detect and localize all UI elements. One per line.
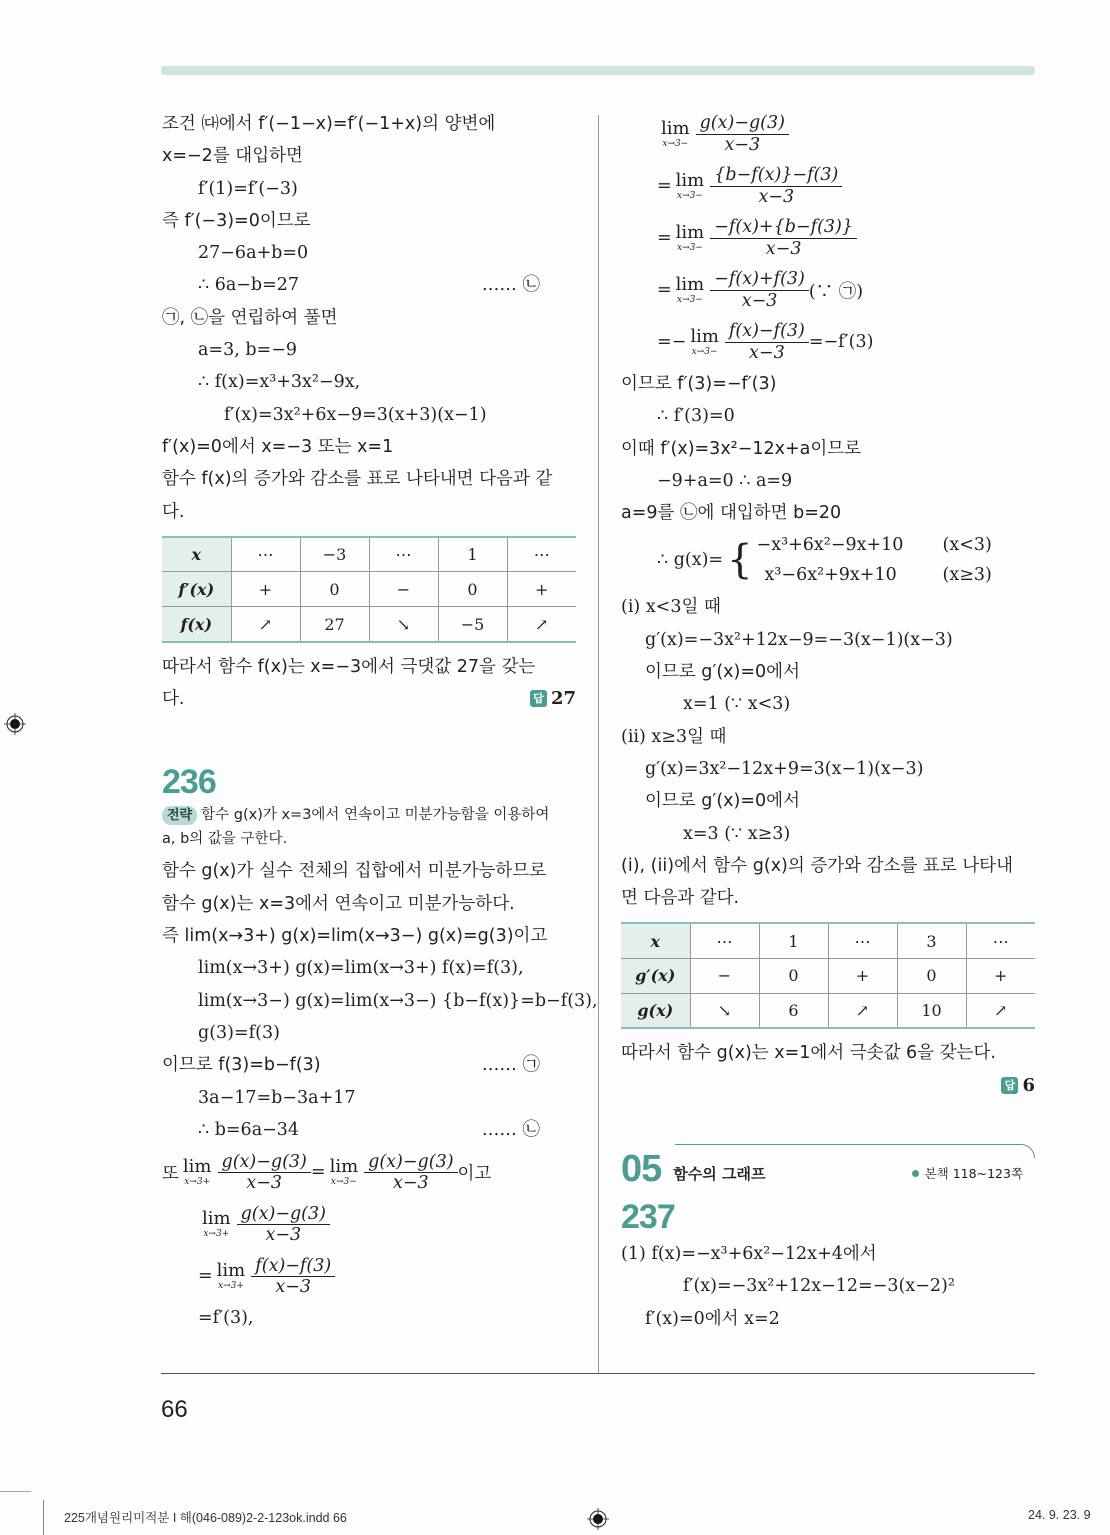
text: 이고 <box>457 1163 492 1184</box>
table-cell: −3 <box>300 537 369 572</box>
equation-line: 27−6a+b=0 <box>198 243 309 264</box>
equation-line: lim(x→3−) g(x)=lim(x→3−) {b−f(x)}=b−f(3), <box>198 990 598 1011</box>
table-cell: + <box>966 958 1035 993</box>
answer-badge: 답 <box>530 690 547 707</box>
section-header <box>621 1142 1035 1191</box>
table-cell: g(x) <box>621 993 690 1028</box>
text-line: ㉠, ㉡을 연립하여 풀면 <box>162 307 338 328</box>
lim-word: lim <box>675 221 705 243</box>
page-number: 66 <box>161 1396 188 1423</box>
brace: { <box>727 537 753 584</box>
table-cell: ↗ <box>507 607 576 642</box>
lim-word: lim <box>329 1155 359 1177</box>
equation-line: f′(x)=3x²+6x−9=3(x+3)(x−1) <box>224 404 487 425</box>
lim-word: lim <box>182 1155 212 1177</box>
equation-line: a=3, b=−9 <box>198 340 298 361</box>
section-reference <box>912 1164 1023 1182</box>
text: 다. <box>162 689 185 710</box>
prefix: = <box>657 176 672 196</box>
fraction <box>237 1204 330 1245</box>
limit <box>675 273 705 305</box>
text-line: x=−2를 대입하면 <box>162 146 303 167</box>
footer-date: 24. 9. 23. 9 <box>1028 1508 1091 1522</box>
prefix: =− <box>657 332 687 352</box>
piecewise-prefix: ∴ g(x)= <box>657 550 724 571</box>
text-line: (i) x<3일 때 <box>621 597 721 618</box>
increase-decrease-table-g <box>621 922 1035 1029</box>
table-row <box>621 958 1035 993</box>
lim-word: lim <box>675 273 705 295</box>
numerator: −f(x)+{b−f(3)} <box>710 217 857 238</box>
table-cell: f(x) <box>162 607 231 642</box>
text-line: (ii) x≥3일 때 <box>621 726 727 747</box>
text-line: (i), (ii)에서 함수 g(x)의 증가와 감소를 표로 나타내 <box>621 855 1013 876</box>
text-line: 함수 g(x)가 실수 전체의 집합에서 미분가능하므로 <box>162 861 547 882</box>
denominator: x−3 <box>758 186 795 207</box>
denominator: x−3 <box>741 290 778 311</box>
numerator: −f(x)+f(3) <box>710 269 809 290</box>
bullet-icon <box>912 1170 919 1177</box>
right-column <box>621 108 1035 1335</box>
piecewise-function <box>621 529 1035 591</box>
text-line: 이므로 g′(x)=0에서 <box>645 662 800 683</box>
column-divider <box>598 115 599 1373</box>
text-line: f′(x)=0에서 x=−3 또는 x=1 <box>162 436 394 457</box>
increase-decrease-table-f <box>162 536 576 643</box>
equation-tag: …… ㉡ <box>481 275 540 296</box>
answer <box>1001 1070 1035 1102</box>
denominator: x−3 <box>246 1172 283 1193</box>
numerator: g(x)−g(3) <box>218 1152 311 1173</box>
lim-sub: x→3− <box>677 242 703 253</box>
numerator: g(x)−g(3) <box>696 113 789 134</box>
table-cell: ⋯ <box>690 923 759 958</box>
registration-mark-icon <box>4 713 26 735</box>
answer-badge: 답 <box>1001 1077 1018 1094</box>
strategy-badge: 전략 <box>162 806 197 825</box>
equation-line: (1) f(x)=−x³+6x²−12x+4에서 <box>621 1244 877 1265</box>
equation-line: lim(x→3+) g(x)=lim(x→3+) f(x)=f(3), <box>198 958 524 979</box>
equation-line: g′(x)=3x²−12x+9=3(x−1)(x−3) <box>645 758 924 779</box>
limit <box>690 325 719 357</box>
table-cell: ↗ <box>231 607 300 642</box>
numerator: f(x)−f(3) <box>725 321 809 342</box>
table-cell: + <box>231 572 300 607</box>
lim-sub: x→3− <box>662 138 689 149</box>
lim-sub: x→3+ <box>218 1280 244 1291</box>
section-header-line <box>675 1144 1035 1158</box>
equation-line: f′(x)=−3x²+12x−12=−3(x−2)² <box>683 1276 955 1297</box>
reference-text: 본책 118~123쪽 <box>924 1166 1023 1182</box>
problem-number: 237 <box>621 1198 675 1237</box>
prefix: = <box>657 228 672 248</box>
equation-line: −9+a=0 ∴ a=9 <box>657 470 793 491</box>
lim-word: lim <box>202 1207 231 1229</box>
limit-equation <box>162 1146 576 1198</box>
suffix: =−f′(3) <box>808 332 874 352</box>
fraction <box>725 321 809 362</box>
table-cell: + <box>828 958 897 993</box>
equation-line: =f′(3), <box>198 1308 254 1329</box>
equation-line: x=1 (∵ x<3) <box>683 694 791 715</box>
text-line: 따라서 함수 g(x)는 x=1에서 극솟값 6을 갖는다. <box>621 1043 996 1064</box>
equation-line <box>162 269 576 301</box>
table-cell: 0 <box>438 572 507 607</box>
equation-line: 3a−17=b−3a+17 <box>198 1087 356 1108</box>
fraction <box>251 1256 335 1297</box>
table-row <box>162 572 576 607</box>
lim-word: lim <box>690 325 719 347</box>
lim-sub: x→3+ <box>203 1228 230 1239</box>
numerator: g(x)−g(3) <box>237 1204 330 1225</box>
fraction <box>218 1152 311 1193</box>
table-cell: 3 <box>897 923 966 958</box>
footer-file-info: 225개념원리미적분 I 해(046-089)2-2-123ok.indd 66 <box>64 1511 347 1525</box>
table-cell: − <box>690 958 759 993</box>
limit <box>216 1259 246 1291</box>
lim-sub: x→3− <box>677 190 703 201</box>
text-line: 함수 f(x)의 증가와 감소를 표로 나타내면 다음과 같 <box>162 469 553 490</box>
text-line <box>162 683 576 715</box>
bottom-rule <box>161 1373 1035 1374</box>
text-line: 즉 f′(−3)=0이므로 <box>162 210 311 231</box>
table-cell: ↘ <box>369 607 438 642</box>
text-line: 이므로 f′(3)=−f′(3) <box>621 374 777 394</box>
equation-tag: …… ㉡ <box>481 1119 540 1140</box>
denominator: x−3 <box>265 1224 302 1245</box>
lim-word: lim <box>675 169 705 191</box>
case-expr: x³−6x²+9x+10 <box>764 565 897 586</box>
table-cell: ↘ <box>690 993 759 1028</box>
table-cell: 0 <box>759 958 828 993</box>
table-cell: 1 <box>438 537 507 572</box>
equation-line: g(3)=f(3) <box>198 1022 280 1043</box>
text-line: 이때 f′(x)=3x²−12x+a이므로 <box>621 438 862 459</box>
text-line: 이므로 g′(x)=0에서 <box>645 791 800 812</box>
text-line: 함수 g(x)는 x=3에서 연속이고 미분가능하다. <box>162 893 515 914</box>
registration-mark-icon <box>587 1508 609 1530</box>
limit <box>329 1155 359 1187</box>
lim-sub: x→3− <box>330 1176 357 1187</box>
denominator: x−3 <box>275 1276 312 1297</box>
table-cell: x <box>621 923 690 958</box>
table-cell: ⋯ <box>369 537 438 572</box>
table-cell: 27 <box>300 607 369 642</box>
limit-equation <box>621 264 1035 316</box>
table-cell: 1 <box>759 923 828 958</box>
limit <box>675 221 705 253</box>
fraction <box>710 269 809 310</box>
section-number: 05 <box>621 1148 662 1191</box>
equation-line: f′(1)=f′(−3) <box>198 178 298 199</box>
header-decoration-bar <box>161 66 1035 75</box>
answer-value: 27 <box>550 688 576 710</box>
table-row <box>621 923 1035 958</box>
limit <box>202 1207 231 1239</box>
lim-sub: x→3− <box>677 294 703 305</box>
case-cond: (x<3) <box>942 535 992 556</box>
text: 또 <box>162 1163 179 1184</box>
text-line: 조건 ㈐에서 f′(−1−x)=f′(−1+x)의 양변에 <box>162 114 496 134</box>
table-cell: − <box>369 572 438 607</box>
table-row <box>162 607 576 642</box>
equation-text: ∴ 6a−b=27 <box>198 275 300 296</box>
table-row <box>162 537 576 572</box>
table-cell: ⋯ <box>828 923 897 958</box>
fraction <box>710 165 842 206</box>
limit-equation <box>162 1198 576 1250</box>
case-cond: (x≥3) <box>942 565 992 586</box>
strategy-text: 함수 g(x)가 x=3에서 연속이고 미분가능함을 이용하여 <box>201 807 550 824</box>
strategy-line: a, b의 값을 구한다. <box>162 831 288 848</box>
table-cell: 10 <box>897 993 966 1028</box>
numerator: g(x)−g(3) <box>364 1152 457 1173</box>
strategy-line <box>162 803 576 827</box>
answer <box>530 683 576 715</box>
crop-mark <box>43 1500 44 1535</box>
left-column <box>162 108 598 1334</box>
suffix: (∵ ㉠) <box>808 281 864 302</box>
limit-equation <box>621 212 1035 264</box>
table-row <box>621 993 1035 1028</box>
table-cell: ⋯ <box>231 537 300 572</box>
fraction <box>696 113 789 154</box>
prefix: = <box>657 280 672 300</box>
numerator: f(x)−f(3) <box>251 1256 335 1277</box>
table-cell: ⋯ <box>966 923 1035 958</box>
table-cell: 6 <box>759 993 828 1028</box>
equation-line: f′(x)=0에서 x=2 <box>645 1308 780 1329</box>
table-cell: ↗ <box>966 993 1035 1028</box>
table-cell: g′(x) <box>621 958 690 993</box>
piecewise-case <box>757 530 992 560</box>
equation-line: x=3 (∵ x≥3) <box>683 823 791 844</box>
limit-equation <box>621 160 1035 212</box>
equation-line: ∴ f′(3)=0 <box>657 406 735 427</box>
answer-value: 6 <box>1022 1074 1035 1096</box>
limit <box>675 169 705 201</box>
limit <box>661 117 690 149</box>
denominator: x−3 <box>765 238 802 259</box>
table-cell: ↗ <box>828 993 897 1028</box>
table-cell: 0 <box>300 572 369 607</box>
equals: = <box>310 1162 326 1183</box>
denominator: x−3 <box>724 134 761 155</box>
lim-sub: x→3− <box>691 346 718 357</box>
limit-equation <box>621 108 1035 160</box>
table-cell: + <box>507 572 576 607</box>
lim-word: lim <box>661 117 690 139</box>
equation-line <box>162 1114 576 1146</box>
case-expr: −x³+6x²−9x+10 <box>756 535 904 556</box>
fraction <box>710 217 857 258</box>
equation-text: ∴ b=6a−34 <box>198 1119 300 1140</box>
limit <box>182 1155 212 1187</box>
equation-line: g′(x)=−3x²+12x−9=−3(x−1)(x−3) <box>645 629 953 650</box>
limit-equation <box>621 316 1035 368</box>
text-line: 즉 lim(x→3+) g(x)=lim(x→3−) g(x)=g(3)이고 <box>162 926 548 947</box>
fraction <box>364 1152 457 1193</box>
table-cell: f′(x) <box>162 572 231 607</box>
numerator: {b−f(x)}−f(3) <box>710 165 842 186</box>
crop-mark <box>0 1491 31 1492</box>
table-cell: −5 <box>438 607 507 642</box>
text-line: 따라서 함수 f(x)는 x=−3에서 극댓값 27을 갖는 <box>162 656 536 677</box>
lim-word: lim <box>216 1259 246 1281</box>
table-cell: 0 <box>897 958 966 993</box>
equation-line: ∴ f(x)=x³+3x²−9x, <box>198 372 361 393</box>
equation-line <box>162 1049 576 1081</box>
text-line: 면 다음과 같다. <box>621 888 740 909</box>
text-line: 다. <box>162 501 185 522</box>
text-line: a=9를 ㉡에 대입하면 b=20 <box>621 503 842 524</box>
equals: = <box>198 1266 213 1287</box>
piecewise-case <box>757 560 992 590</box>
piecewise-cases <box>757 530 992 590</box>
denominator: x−3 <box>393 1172 429 1193</box>
table-cell: ⋯ <box>507 537 576 572</box>
table-cell: x <box>162 537 231 572</box>
lim-sub: x→3+ <box>184 1176 211 1187</box>
denominator: x−3 <box>749 342 785 363</box>
limit-equation <box>162 1250 576 1302</box>
equation-text: 이므로 f(3)=b−f(3) <box>162 1055 321 1076</box>
answer-line <box>621 1070 1035 1102</box>
section-title: 함수의 그래프 <box>673 1165 766 1184</box>
equation-tag: …… ㉠ <box>481 1055 540 1076</box>
problem-number: 236 <box>162 763 216 802</box>
